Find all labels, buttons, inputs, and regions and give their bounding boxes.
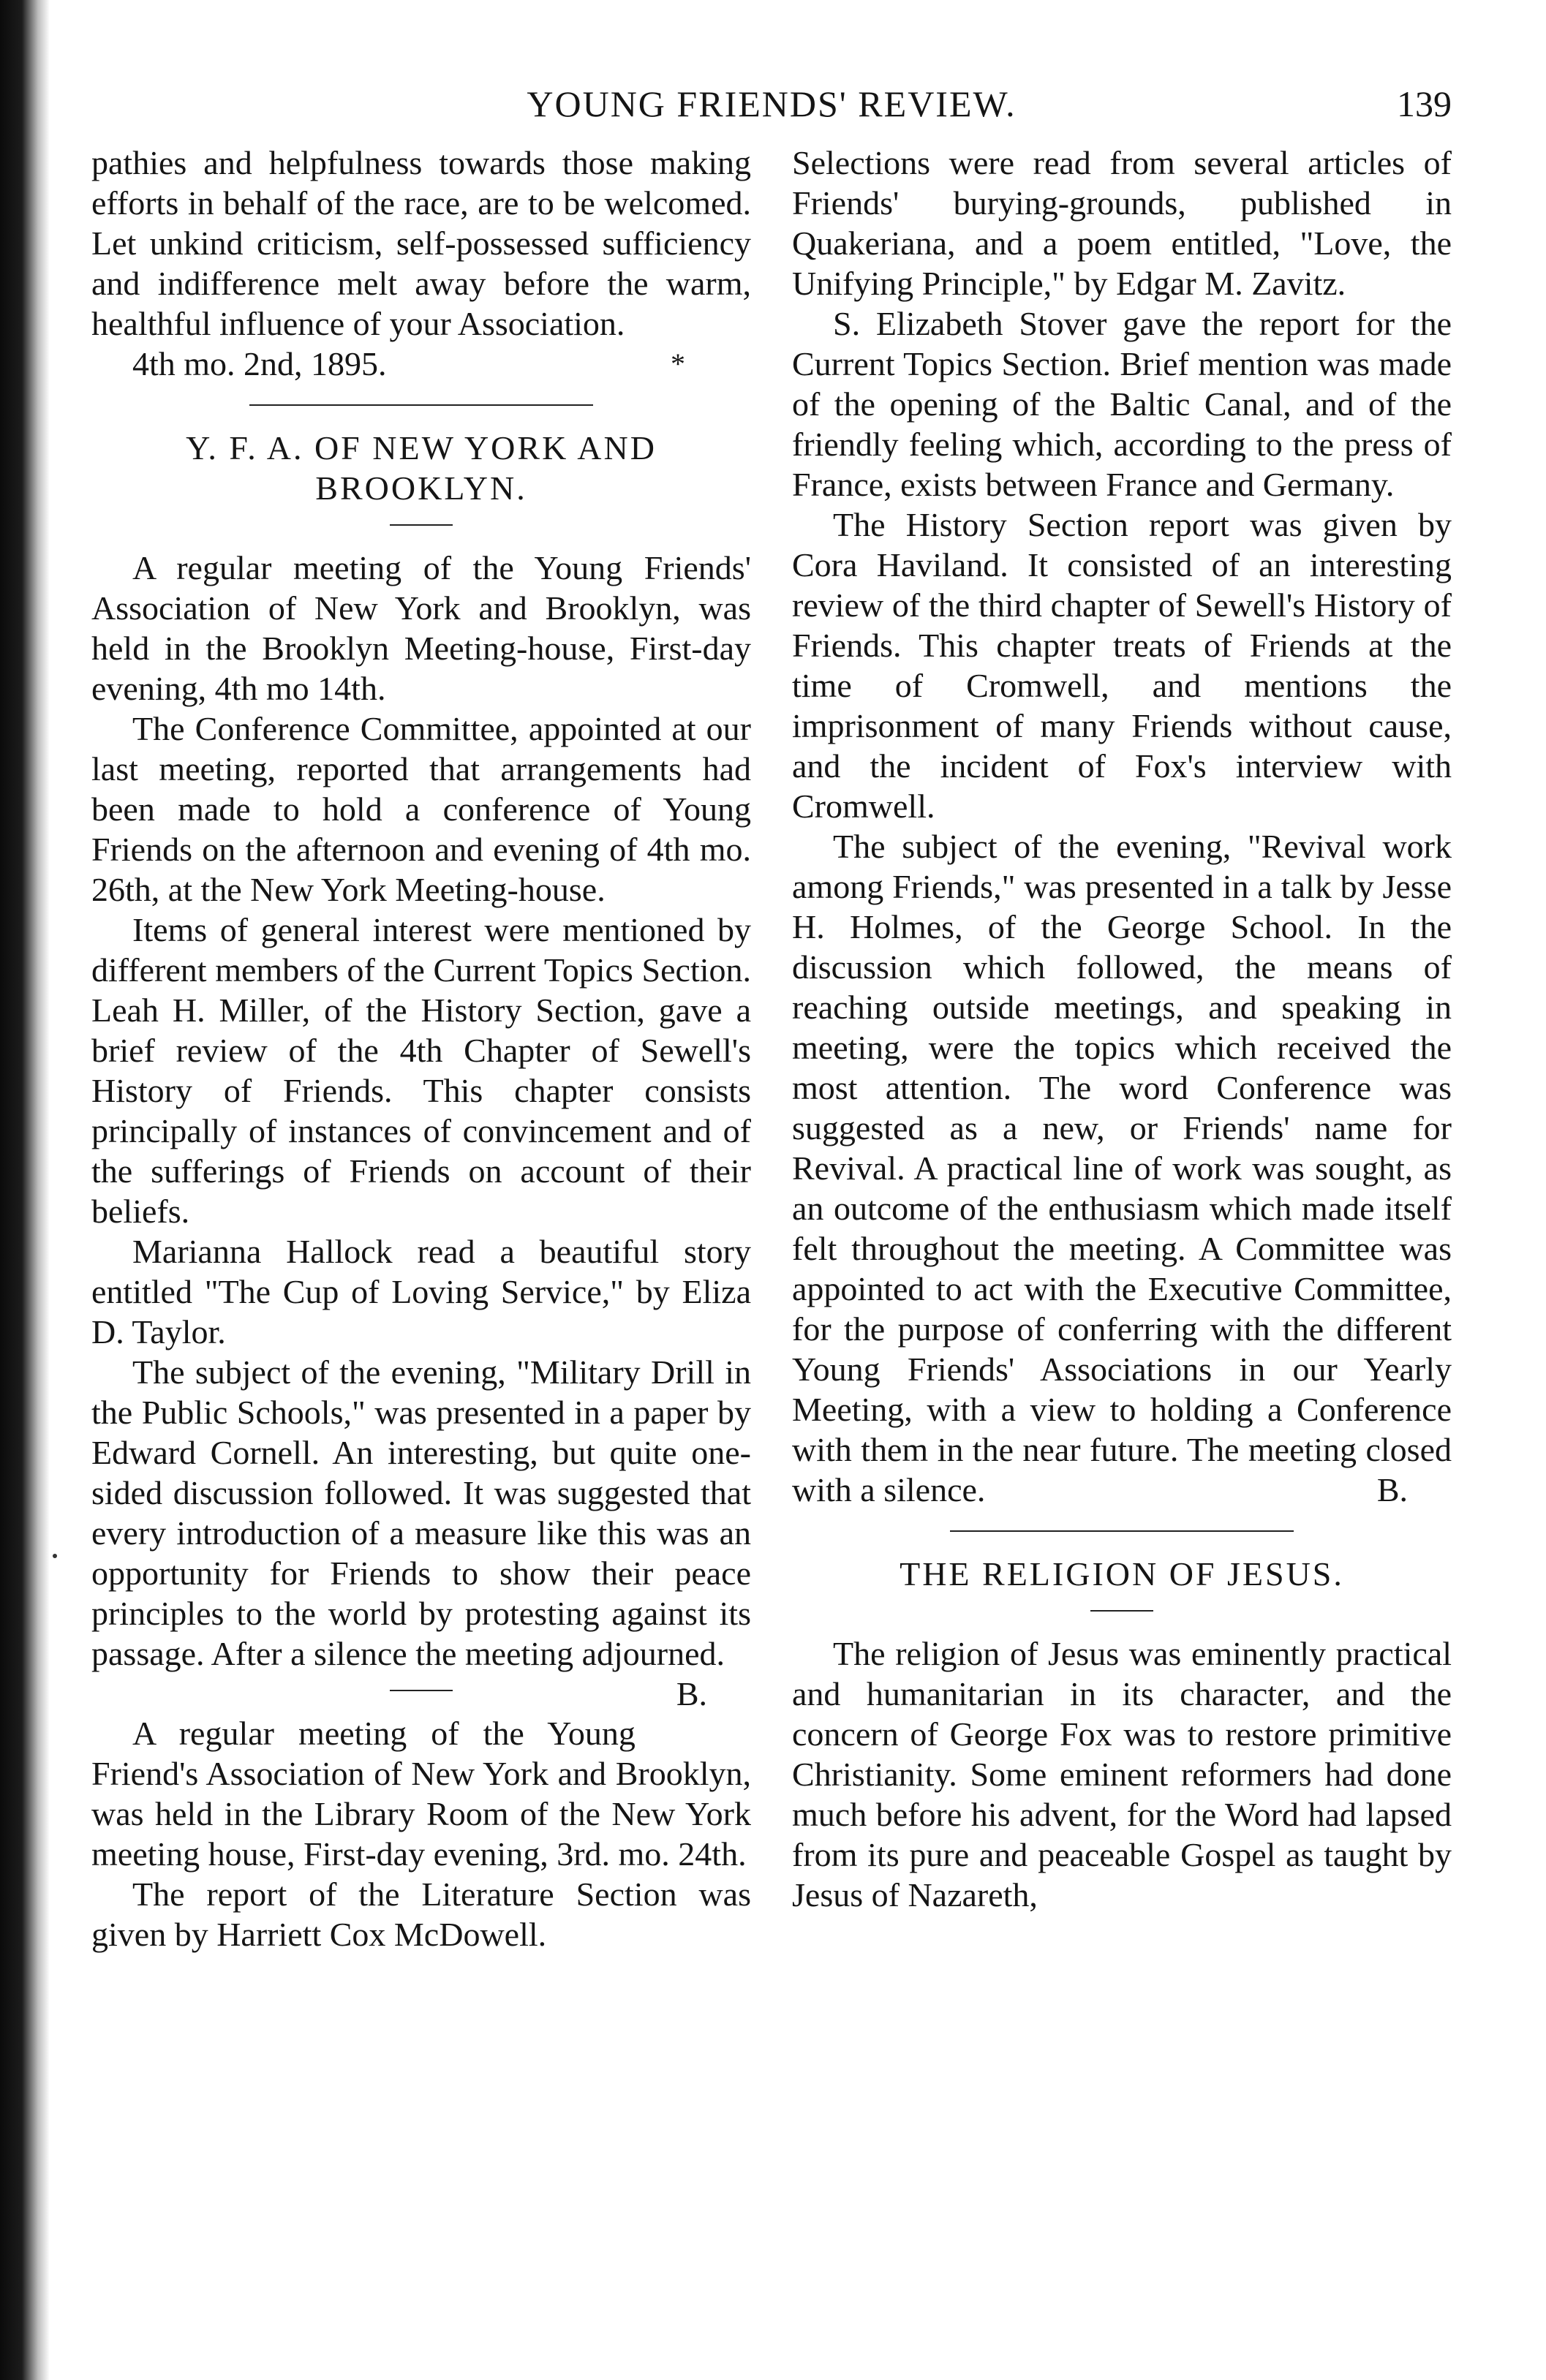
paragraph: Items of general interest were mentioned by different members of the Current Topics Section. Leah H. Miller, of the History Section, gave a brief review of the 4th Chapter of Sewell's History of Friends. This chapter consists principally of instances of convincement and of the sufferings of Friends on account of their beliefs. — [91, 911, 751, 1230]
signature: B. — [1376, 1471, 1408, 1508]
paragraph: The report of the Literature Section was given by Harriett Cox McDowell. — [91, 1875, 751, 1953]
paragraph-continued: Selections were read from several articles of Friends' burying-grounds, published in Quakeriana, and a poem entitled, "Love, the Unifying Principle," by Edgar M. Zavitz. — [792, 144, 1452, 302]
date-text: 4th mo. 2nd, 1895. — [132, 345, 387, 382]
page-binding-edge — [0, 0, 50, 2380]
page-header — [91, 80, 1452, 127]
paragraph: Marianna Hallock read a beautiful story entitled "The Cup of Loving Service," by Eliza D. Taylor. — [91, 1233, 751, 1350]
left-column — [91, 143, 751, 1954]
paragraph: The religion of Jesus was eminently practical and humanitarian in its character, and the concern of George Fox was to restore primitive Christianity. Some eminent reformers had done much before his advent, for the Word had lapsed from its pure and peaceable Gospel as taught by Jesus of Nazareth, — [792, 1635, 1452, 1914]
paragraph: S. Elizabeth Stover gave the report for the Current Topics Section. Brief mention was made of the opening of the Baltic Canal, and of the friendly feeling which, according to the press of France, exists between France and Germany. — [792, 305, 1452, 503]
section-heading-religion: THE RELIGION OF JESUS. — [900, 1555, 1344, 1593]
paragraph-text: The subject of the evening, "Revival work among Friends," was presented in a talk by Jesse H. Holmes, of the George School. In the discussion which followed, the means of reaching outside meetings, and speaking in meeting, were the topics which received the most attention. The word Conference was suggested as a new, or Friends' name for Revival. A practical line of work was sought, as an outcome of the enthusiasm which made itself felt throughout the meeting. A Committee was appointed to act with the Executive Committee, for the purpose of conferring with the different Young Friends' Associations in our Yearly Meeting, with a view to holding a Conference with them in the near future. The meeting closed with a silence. — [792, 828, 1452, 1508]
section-divider — [249, 404, 593, 406]
page-number: 139 — [1397, 83, 1452, 124]
paragraph-text: The subject of the evening, "Military Drill in the Public Schools," was presented in a paper by Edward Cornell. An interesting, but quite one-sided discussion followed. It was suggested that every introduction of a measure like this was an opportunity for Friends to show their peace principles to the world by protesting against its passage. After a silence the meeting adjourned. — [91, 1353, 751, 1672]
section-divider — [950, 1530, 1294, 1532]
paragraph-with-signature — [792, 826, 1452, 1510]
paragraph: The Conference Committee, appointed at our last meeting, reported that arrangements had been made to hold a conference of Young Friends on the afternoon and evening of 4th mo. 26th, at the New York Meeting-house. — [91, 710, 751, 908]
paragraph-continued: pathies and helpfulness towards those making efforts in behalf of the race, are to be welcomed. Let unkind criticism, self-possessed sufficiency and indifference melt away before the warm, healthful influence of your Association. — [91, 144, 751, 342]
heading-line-2: BROOKLYN. — [315, 469, 527, 507]
heading-rule — [390, 524, 453, 526]
date-line — [91, 344, 751, 384]
report-divider — [390, 1690, 453, 1691]
section-heading-yfa — [91, 428, 751, 508]
paragraph: The History Section report was given by Cora Haviland. It consisted of an interesting review of the third chapter of Sewell's History of Friends. This chapter treats of Friends at the time of Cromwell, and mentions the imprisonment of many Friends without cause, and the incident of Fox's interview with Cromwell. — [792, 506, 1452, 825]
paragraph: A regular meeting of the Young Friends' Association of New York and Brooklyn, was held in the Brooklyn Meeting-house, First-day evening, 4th mo 14th. — [91, 549, 751, 707]
paragraph: A regular meeting of the Young Friend's Association of New York and Brooklyn, was held in the Library Room of the New York meeting house, First-day evening, 3rd. mo. 24th. — [91, 1715, 751, 1873]
right-column — [792, 143, 1452, 1915]
asterisk-signature: * — [671, 347, 685, 380]
heading-line-1: Y. F. A. OF NEW YORK AND — [186, 429, 657, 466]
running-head: YOUNG FRIENDS' REVIEW. — [527, 83, 1017, 124]
paragraph-with-signature — [91, 1352, 751, 1712]
heading-rule — [1090, 1610, 1153, 1612]
signature: B. — [676, 1675, 707, 1712]
binding-dot — [53, 1554, 57, 1558]
